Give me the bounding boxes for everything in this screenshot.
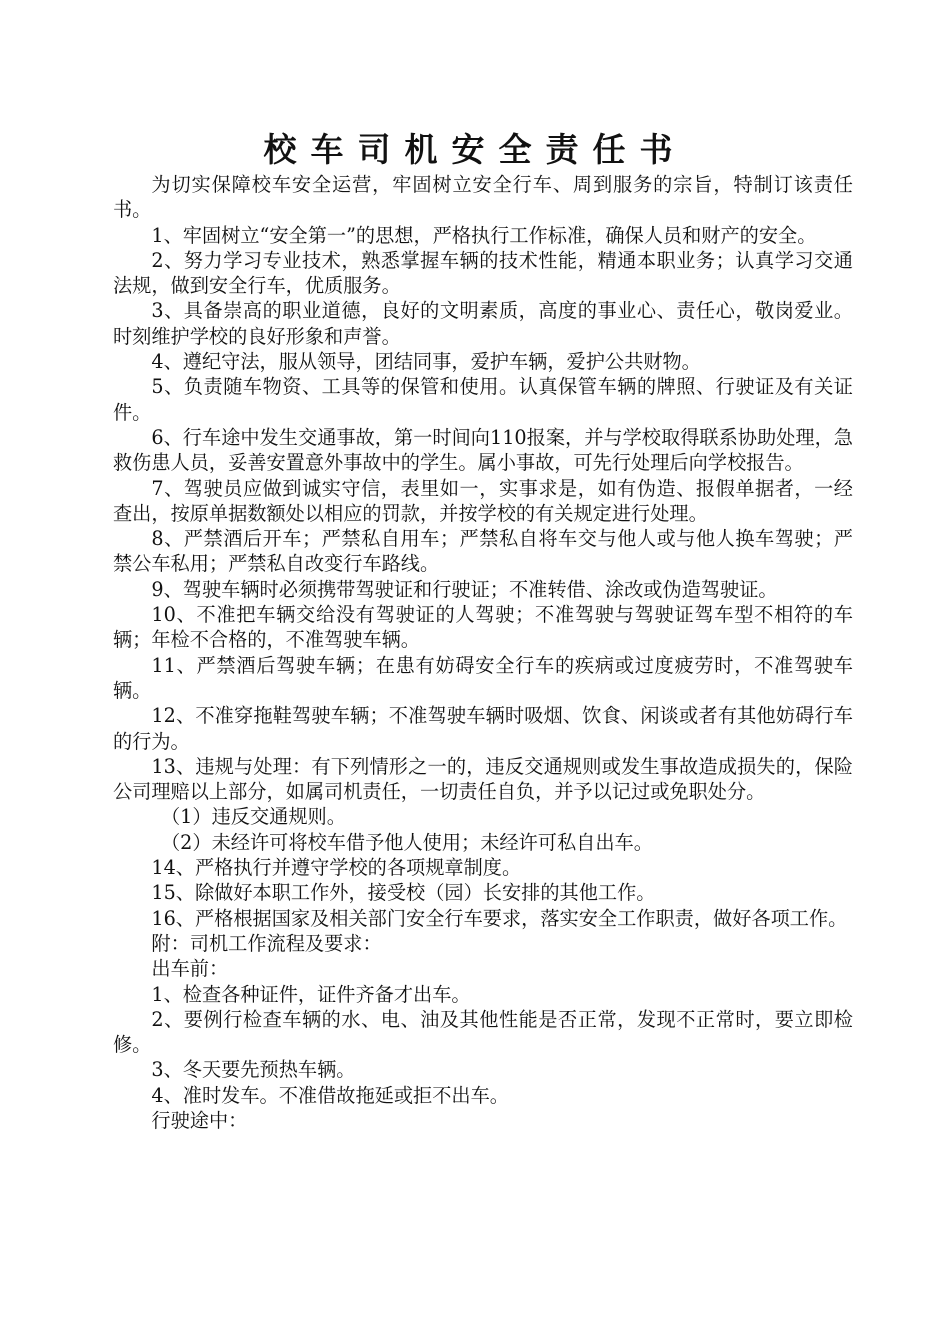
clause-13-item-1: （1）违反交通规则。 [161,805,346,829]
clause-4: 4、遵纪守法，服从领导，团结同事，爱护车辆，爱护公共财物。 [151,350,701,374]
before-departure-item-4: 4、准时发车。不准借故拖延或拒不出车。 [151,1083,509,1107]
clause-6: 6、行车途中发生交通事故，第一时间向110报案，并与学校取得联系协助处理，急救伤患人员，妥善安置意外事故中的学生。属小事故，可先行处理后向学校报告。 [113,425,853,475]
clause-12: 12、不准穿拖鞋驾驶车辆；不准驾驶车辆时吸烟、饮食、闲谈或者有其他妨碍行车的行为。 [113,704,853,753]
clause-2: 2、努力学习专业技术，熟悉掌握车辆的技术性能，精通本职业务；认真学习交通法规，做到安全行车，优质服务。 [113,248,853,298]
clause-11: 11、严禁酒后驾驶车辆；在患有妨碍安全行车的疾病或过度疲劳时，不准驾驶车辆。 [113,653,853,702]
clause-5: 5、负责随车物资、工具等的保管和使用。认真保管车辆的牌照、行驶证及有关证件。 [113,375,853,424]
clause-10: 10、不准把车辆交给没有驾驶证的人驾驶；不准驾驶与驾驶证驾车型不相符的车辆；年检不合格的，不准驾驶车辆。 [113,603,853,652]
before-departure-item-2: 2、要例行检查车辆的水、电、油及其他性能是否正常，发现不正常时，要立即检修。 [113,1007,853,1057]
clause-9: 9、驾驶车辆时必须携带驾驶证和行驶证；不准转借、涂改或伪造驾驶证。 [151,577,778,601]
clause-13: 13、违规与处理：有下列情形之一的，违反交通规则或发生事故造成损失的，保险公司理赔以上部分，如属司机责任，一切责任自负，并予以记过或免职处分。 [113,754,853,804]
before-departure-item-1: 1、检查各种证件，证件齐备才出车。 [151,982,471,1006]
clause-13-item-2: （2）未经许可将校车借予他人使用；未经许可私自出车。 [161,830,653,854]
clause-14: 14、严格执行并遵守学校的各项规章制度。 [151,856,522,880]
clause-3: 3、具备崇高的职业道德，良好的文明素质，高度的事业心、责任心，敬岗爱业。时刻维护学校的良好形象和声誉。 [113,299,853,348]
document-title: 校车司机安全责任书 [263,130,687,169]
during-driving-heading: 行驶途中： [151,1108,248,1132]
clause-7: 7、驾驶员应做到诚实守信，表里如一，实事求是，如有伪造、报假单据者，一经查出，按原单据数额处以相应的罚款，并按学校的有关规定进行处理。 [113,476,853,525]
clause-8: 8、严禁酒后开车；严禁私自用车；严禁私自将车交与他人或与他人换车驾驶；严禁公车私用；严禁私自改变行车路线。 [113,527,853,576]
document-body [113,172,853,1133]
appendix-heading: 附：司机工作流程及要求： [151,931,382,955]
intro-paragraph: 为切实保障校车安全运营，牢固树立安全行车、周到服务的宗旨，特制订该责任书。 [113,173,853,222]
clause-1: 1、牢固树立“安全第一”的思想，严格执行工作标准，确保人员和财产的安全。 [151,223,817,247]
before-departure-heading: 出车前： [151,957,229,981]
clause-15: 15、除做好本职工作外，接受校（园）长安排的其他工作。 [151,881,656,905]
clause-16: 16、严格根据国家及相关部门安全行车要求，落实安全工作职责，做好各项工作。 [151,906,848,930]
before-departure-item-3: 3、冬天要先预热车辆。 [151,1058,356,1082]
